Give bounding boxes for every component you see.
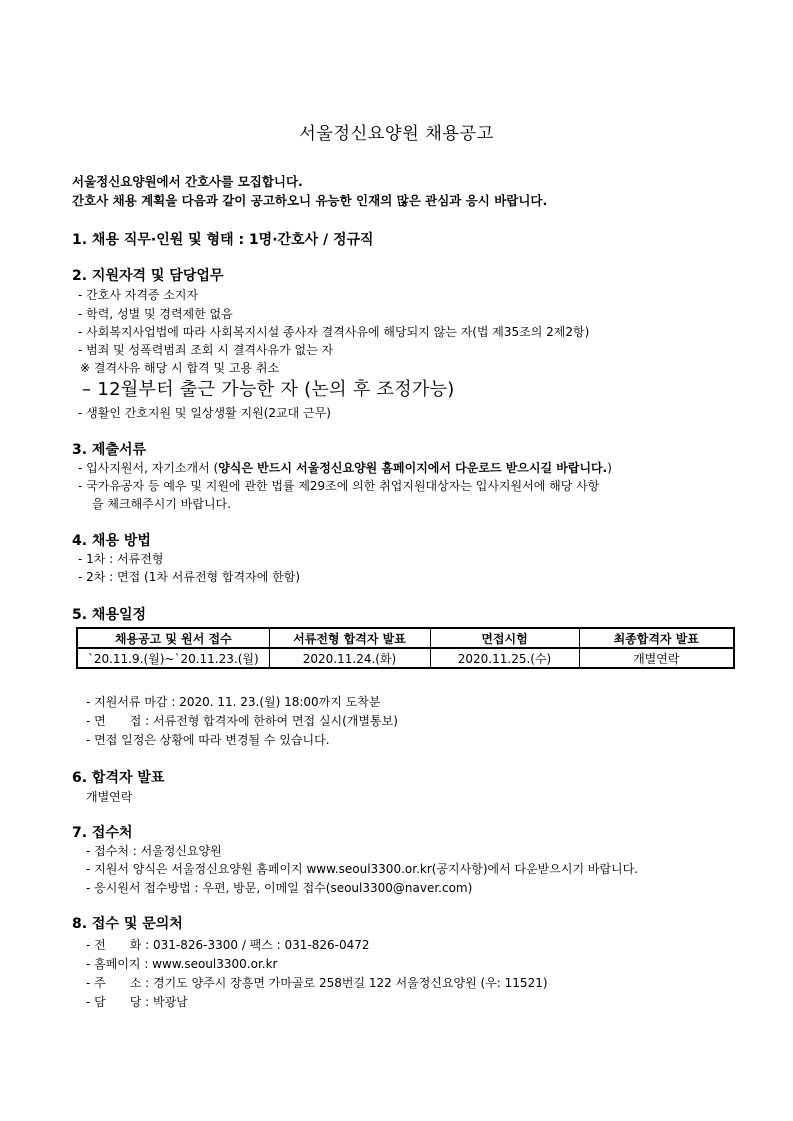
highlight-item: – 12월부터 출근 가능한 자 (논의 후 조정가능): [82, 379, 455, 400]
section-1-heading: 1. 채용 직무·인원 및 형태 : 1명·간호사 / 정규직: [72, 232, 374, 248]
schedule-table: [76, 627, 735, 669]
section-8-heading: 8. 접수 및 문의처: [72, 916, 183, 932]
list-item: - 2차 : 면접 (1차 서류전형 합격자에 한함): [78, 570, 300, 584]
list-item: - 접수처 : 서울정신요양원: [86, 844, 222, 858]
list-item: - 생활인 간호지원 및 일상생활 지원(2교대 근무): [78, 406, 331, 420]
list-item: - 전 화 : 031-826-3300 / 팩스 : 031-826-0472: [86, 938, 370, 952]
list-item-continuation: 을 체크해주시기 바랍니다.: [92, 497, 231, 511]
note-item: ※ 결격사유 해당 시 합격 및 고용 취소: [80, 361, 280, 375]
table-cell: 개별연락: [579, 648, 734, 668]
table-cell: 2020.11.24.(화): [269, 648, 430, 668]
list-item: [78, 459, 612, 476]
item-text: ): [607, 461, 612, 475]
page-title: 서울정신요양원 채용공고: [299, 124, 494, 144]
list-item: - 홈페이지 : www.seoul3300.or.kr: [86, 957, 278, 971]
table-header-cell: 면접시험: [430, 628, 579, 648]
intro-line-2: 간호사 채용 계획을 다음과 같이 공고하오니 유능한 인재의 많은 관심과 응시 바랍니다.: [72, 193, 548, 208]
table-header-cell: 채용공고 및 원서 접수: [77, 628, 269, 648]
table-header-row: [77, 628, 734, 648]
list-item: - 사회복지사업법에 따라 사회복지시설 종사자 결격사유에 해당되지 않는 자(법 제35조의 2제2항): [78, 325, 590, 339]
list-item: - 범죄 및 성폭력범죄 조회 시 결격사유가 없는 자: [78, 343, 334, 357]
list-item: - 국가유공자 등 예우 및 지원에 관한 법률 제29조에 의한 취업지원대상자는 입사지원서에 해당 사항: [78, 479, 600, 493]
list-item: - 지원서류 마감 : 2020. 11. 23.(월) 18:00까지 도착분: [86, 695, 381, 709]
list-item: - 면접 일정은 상황에 따라 변경될 수 있습니다.: [86, 733, 330, 747]
section-4-heading: 4. 채용 방법: [72, 533, 151, 549]
section-6-heading: 6. 합격자 발표: [72, 770, 165, 786]
table-row: [77, 648, 734, 668]
list-item: - 면 접 : 서류전형 합격자에 한하여 면접 실시(개별통보): [86, 714, 398, 728]
table-header-cell: 최종합격자 발표: [579, 628, 734, 648]
table-cell: `20.11.9.(월)~`20.11.23.(월): [77, 648, 269, 668]
item-bold-text: 양식은 반드시 서울정신요양원 홈페이지에서 다운로드 받으시길 바랍니다.: [218, 461, 608, 475]
list-item: - 학력, 성별 및 경력제한 없음: [78, 307, 233, 321]
section-7-heading: 7. 접수처: [72, 825, 133, 841]
section-2-heading: 2. 지원자격 및 담당업무: [72, 268, 224, 284]
item-text: - 입사지원서, 자기소개서 (: [78, 461, 219, 475]
section-3-heading: 3. 제출서류: [72, 442, 147, 458]
list-item: - 담 당 : 박광남: [86, 995, 188, 1009]
section-6-text: 개별연락: [86, 790, 133, 804]
list-item: - 응시원서 접수방법 : 우편, 방문, 이메일 접수(seoul3300@naver.com): [86, 881, 473, 895]
list-item: - 지원서 양식은 서울정신요양원 홈페이지 www.seoul3300.or.kr(공지사항)에서 다운받으시기 바랍니다.: [86, 862, 639, 876]
list-item: - 간호사 자격증 소지자: [78, 288, 199, 302]
section-5-heading: 5. 채용일정: [72, 607, 147, 623]
list-item: - 1차 : 서류전형: [78, 552, 164, 566]
list-item: - 주 소 : 경기도 양주시 장흥면 가마골로 258번길 122 서울정신요양원 (우: 11521): [86, 976, 548, 990]
table-header-cell: 서류전형 합격자 발표: [269, 628, 430, 648]
intro-line-1: 서울정신요양원에서 간호사를 모집합니다.: [72, 174, 303, 189]
table-cell: 2020.11.25.(수): [430, 648, 579, 668]
